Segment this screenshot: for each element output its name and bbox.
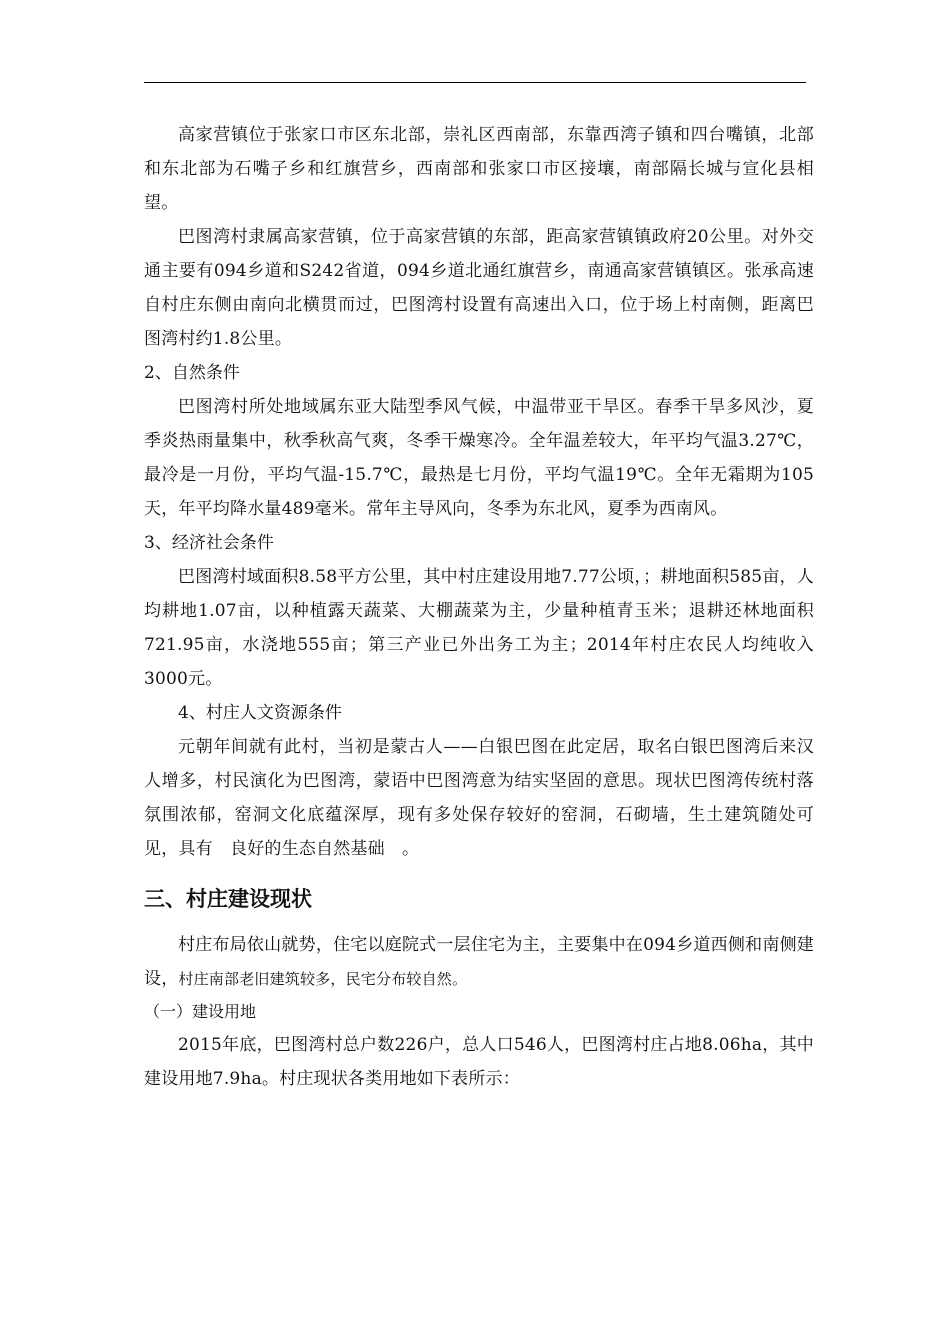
paragraph-transport: 巴图湾村隶属高家营镇，位于高家营镇的东部，距高家营镇镇政府20公里。对外交通主要有094乡道和S242省道，094乡道北通红旗营乡，南通高家营镇镇区。张承高速自村庄东侧由南向北横贯而过，巴图湾村设置有高速出入口，位于场上村南侧，距离巴图湾村约1.8公里。 (144, 227, 814, 349)
heading-economic-conditions: 3、经济社会条件 (144, 533, 274, 553)
paragraph-layout-tail: 村庄南部老旧建筑较多，民宅分布较自然。 (178, 970, 468, 988)
section-title-construction-status: 三、村庄建设现状 (144, 887, 312, 911)
heading-natural-conditions: 2、自然条件 (144, 363, 240, 383)
document-body (144, 118, 814, 1096)
paragraph-location: 高家营镇位于张家口市区东北部，崇礼区西南部，东靠西湾子镇和四台嘴镇，北部和东北部为石嘴子乡和红旗营乡，西南部和张家口市区接壤，南部隔长城与宣化县相望。 (144, 125, 814, 213)
header-rule (144, 82, 806, 83)
paragraph-layout (144, 928, 814, 996)
paragraph-culture: 元朝年间就有此村，当初是蒙古人——白银巴图在此定居，取名白银巴图湾后来汉人增多，村民演化为巴图湾，蒙语中巴图湾意为结实坚固的意思。现状巴图湾传统村落氛围浓郁，窑洞文化底蕴深厚，现有多处保存较好的窑洞，石砌墙，生土建筑随处可见，具有 良好的生态自然基础 。 (144, 737, 814, 859)
paragraph-layout-main: 村庄布局依山就势，住宅以庭院式一层住宅为主，主要集中在094乡道西侧和南侧建设， (144, 935, 814, 989)
paragraph-economy: 巴图湾村域面积8.58平方公里，其中村庄建设用地7.77公顷，；耕地面积585亩，人均耕地1.07亩，以种植露天蔬菜、大棚蔬菜为主，少量种植青玉米；退耕还林地面积721.95亩，水浇地555亩；第三产业已外出务工为主；2014年村庄农民人均纯收入3000元。 (144, 567, 814, 689)
subheading-construction-land: （一）建设用地 (144, 1002, 257, 1021)
heading-cultural-resources: 4、村庄人文资源条件 (178, 703, 342, 723)
paragraph-climate: 巴图湾村所处地域属东亚大陆型季风气候，中温带亚干旱区。春季干旱多风沙，夏季炎热雨量集中，秋季秋高气爽，冬季干燥寒冷。全年温差较大，年平均气温3.27℃，最冷是一月份，平均气温-15.7℃，最热是七月份，平均气温19℃。全年无霜期为105天，年平均降水量489毫米。常年主导风向，冬季为东北风，夏季为西南风。 (144, 397, 814, 519)
paragraph-land-stats: 2015年底，巴图湾村总户数226户，总人口546人，巴图湾村庄占地8.06ha，其中建设用地7.9ha。村庄现状各类用地如下表所示： (144, 1035, 814, 1089)
